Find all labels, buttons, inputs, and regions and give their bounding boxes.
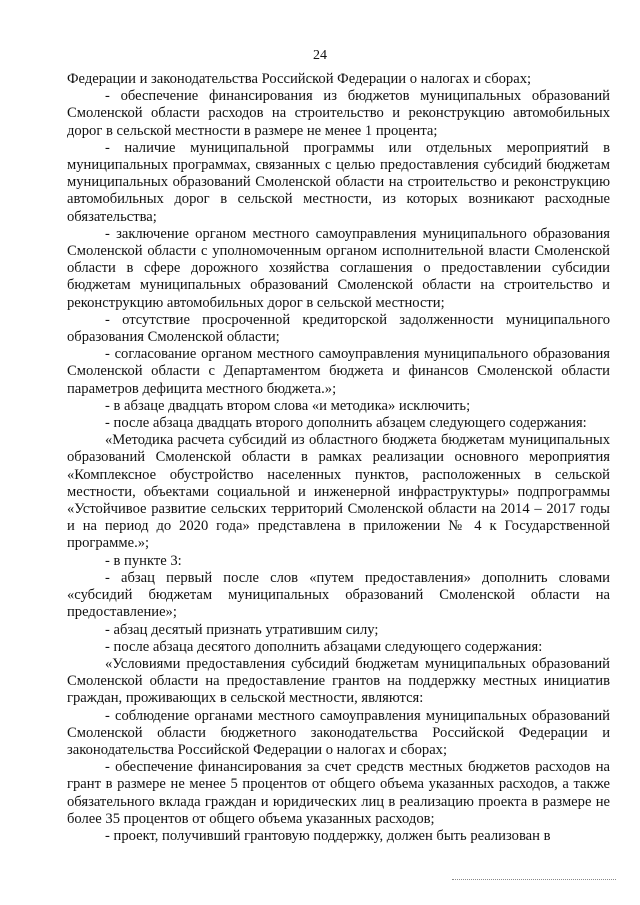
- document-body: [67, 71, 610, 845]
- paragraph: - обеспечение финансирования за счет средств местных бюджетов расходов на грант в размере не менее 5 процентов от общего объема указанных расходов, а также обязательного вклада граждан и юридических лиц в реализацию проекта в размере не более 35 процентов от общего объема указанных расходов;: [67, 759, 610, 827]
- paragraph: - после абзаца двадцать второго дополнить абзацем следующего содержания:: [105, 415, 587, 432]
- paragraph: - обеспечение финансирования из бюджетов муниципальных образований Смоленской области расходов на строительство и реконструкцию автомобильных дорог в сельской местности в размере не менее 1 процента;: [67, 88, 610, 139]
- paragraph: - проект, получивший грантовую поддержку, должен быть реализован в: [105, 827, 551, 844]
- paragraph: - соблюдение органами местного самоуправления муниципальных образований Смоленской области бюджетного законодательства Российской Федерации и законодательства Российской Федерации о налогах и сборах;: [67, 707, 610, 758]
- paragraph: - отсутствие просроченной кредиторской задолженности муниципального образования Смоленской области;: [67, 311, 610, 346]
- page-number: 24: [313, 48, 327, 63]
- paragraph: - в абзаце двадцать втором слова «и методика» исключить;: [105, 397, 471, 414]
- paragraph: - заключение органом местного самоуправления муниципального образования Смоленской области с уполномоченным органом исполнительной власти Смоленской области в сфере дорожного хозяйства соглашения о предоставлении субсидии бюджетам муниципальных образований Смоленской области на строительство и реконструкцию автомобильных дорог в сельской местности;: [67, 225, 610, 311]
- paragraph: - абзац первый после слов «путем предоставления» дополнить словами «субсидий бюджетам муниципальных образований Смоленской области на предоставление»;: [67, 569, 610, 621]
- paragraph: - абзац десятый признать утратившим силу;: [105, 621, 379, 638]
- footer-divider: [452, 879, 616, 880]
- paragraph: - в пункте 3:: [105, 552, 182, 569]
- paragraph: Федерации и законодательства Российской Федерации о налогах и сборах;: [67, 71, 532, 87]
- paragraph: - после абзаца десятого дополнить абзацами следующего содержания:: [105, 638, 543, 655]
- paragraph: «Условиями предоставления субсидий бюджетам муниципальных образований Смоленской области на предоставление грантов на поддержку местных инициатив граждан, проживающих в сельской местности, являются:: [67, 655, 610, 707]
- paragraph: - согласование органом местного самоуправления муниципального образования Смоленской области с Департаментом бюджета и финансов Смоленской области параметров дефицита местного бюджета.»;: [67, 346, 610, 397]
- paragraph: «Методика расчета субсидий из областного бюджета бюджетам муниципальных образований Смоленской области в рамках реализации основного мероприятия «Комплексное обустройство населенных пунктов, расположенных в сельской местности, объектами социальной и инженерной инфраструктуры» подпрограммы «Устойчивое развитие сельских территорий Смоленской области на 2014 – 2017 годы и на период до 2020 года» представлена в приложении № 4 к Государственной программе.»;: [67, 432, 610, 552]
- paragraph: - наличие муниципальной программы или отдельных мероприятий в муниципальных программах, связанных с целью предоставления субсидий бюджетам муниципальных образований Смоленской области на строительство и реконструкцию автомобильных дорог в сельской местности, из которых возникают расходные обязательства;: [67, 139, 610, 225]
